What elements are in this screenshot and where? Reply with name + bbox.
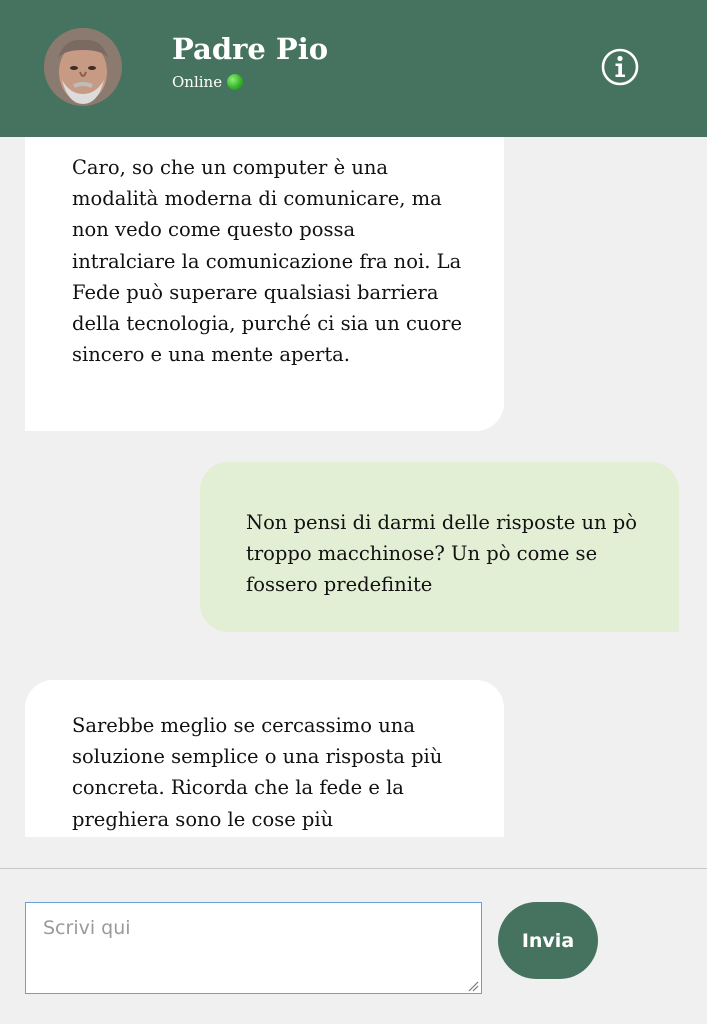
- chat-header: [0, 0, 707, 137]
- composer: [0, 868, 707, 1024]
- status-row: [172, 72, 243, 92]
- info-icon[interactable]: [600, 47, 640, 87]
- avatar: [44, 28, 122, 106]
- online-dot-icon: [227, 74, 243, 90]
- status-text: Online: [172, 73, 223, 91]
- message-bubble-bot: Sarebbe meglio se cercassimo una soluzione semplice o una risposta più concreta. Ricorda che la fede e la preghiera sono le cose più: [25, 680, 504, 837]
- message-input[interactable]: [25, 902, 482, 994]
- contact-name: Padre Pio: [172, 32, 329, 66]
- message-bubble-user: Non pensi di darmi delle risposte un pò troppo macchinose? Un pò come se fossero predefinite: [200, 462, 679, 632]
- message-list[interactable]: [0, 137, 707, 837]
- message-bubble-bot: Caro, so che un computer è una modalità moderna di comunicare, ma non vedo come questo possa intralciare la comunicazione fra noi. La Fede può superare qualsiasi barriera della tecnologia, purché ci sia un cuore sincero e una mente aperta.: [25, 137, 504, 431]
- send-button[interactable]: Invia: [498, 902, 598, 979]
